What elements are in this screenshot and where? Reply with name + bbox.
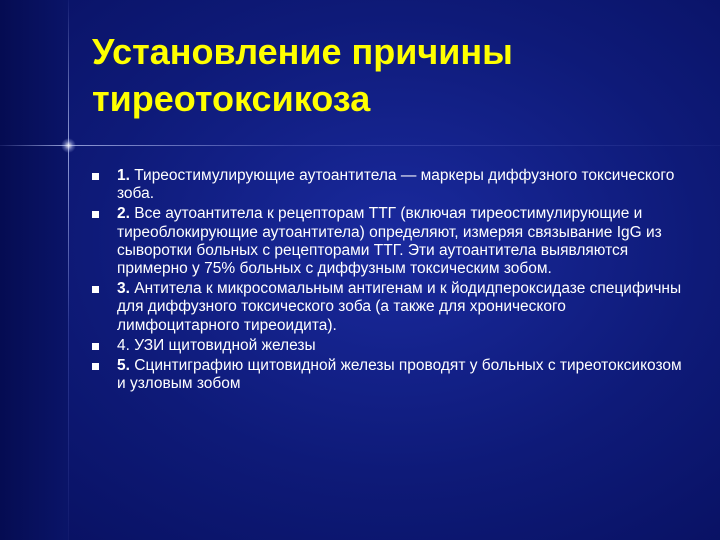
- slide-title: [92, 28, 702, 122]
- list-item: [92, 337, 692, 355]
- left-decor-band: [0, 0, 68, 540]
- bullet-list: [92, 167, 692, 395]
- sparkle-decor: [61, 138, 76, 153]
- list-item: [92, 280, 692, 335]
- list-item: [92, 205, 692, 278]
- horizontal-decor-line: [0, 145, 720, 146]
- item-text: Тиреостимулирующие аутоантитела — маркеры диффузного токсического зоба.: [117, 167, 675, 203]
- item-text: Все аутоантитела к рецепторам ТТГ (включая тиреостимулирующие и тиреоблокирующие аутоантитела) определяют, измеряя связывание IgG из сыворотки больных с рецепторами ТТГ. Эти аутоантитела выявляются примерно у 75% больных с диффузным токсическим зобом.: [117, 205, 662, 278]
- square-bullet-icon: [92, 211, 99, 218]
- square-bullet-icon: [92, 363, 99, 370]
- square-bullet-icon: [92, 173, 99, 180]
- square-bullet-icon: [92, 343, 99, 350]
- title-line-2: тиреотоксикоза: [92, 78, 371, 119]
- square-bullet-icon: [92, 286, 99, 293]
- vertical-decor-line: [68, 0, 69, 540]
- title-line-1: Установление причины: [92, 31, 513, 72]
- item-number: 2.: [117, 205, 130, 223]
- list-item: [92, 167, 692, 203]
- item-number: 3.: [117, 280, 130, 298]
- item-text: Антитела к микросомальным антигенам и к йодидпероксидазе специфичны для диффузного токсического зоба (а также для хронического лимфоцитарного тиреоидита).: [117, 280, 682, 334]
- item-text: 4. УЗИ щитовидной железы: [117, 336, 316, 354]
- list-item: [92, 357, 692, 393]
- item-number: 1.: [117, 167, 130, 184]
- item-text: Сцинтиграфию щитовидной железы проводят у больных с тиреотоксикозом и узловым зобом: [117, 357, 682, 393]
- item-number: 5.: [117, 357, 130, 375]
